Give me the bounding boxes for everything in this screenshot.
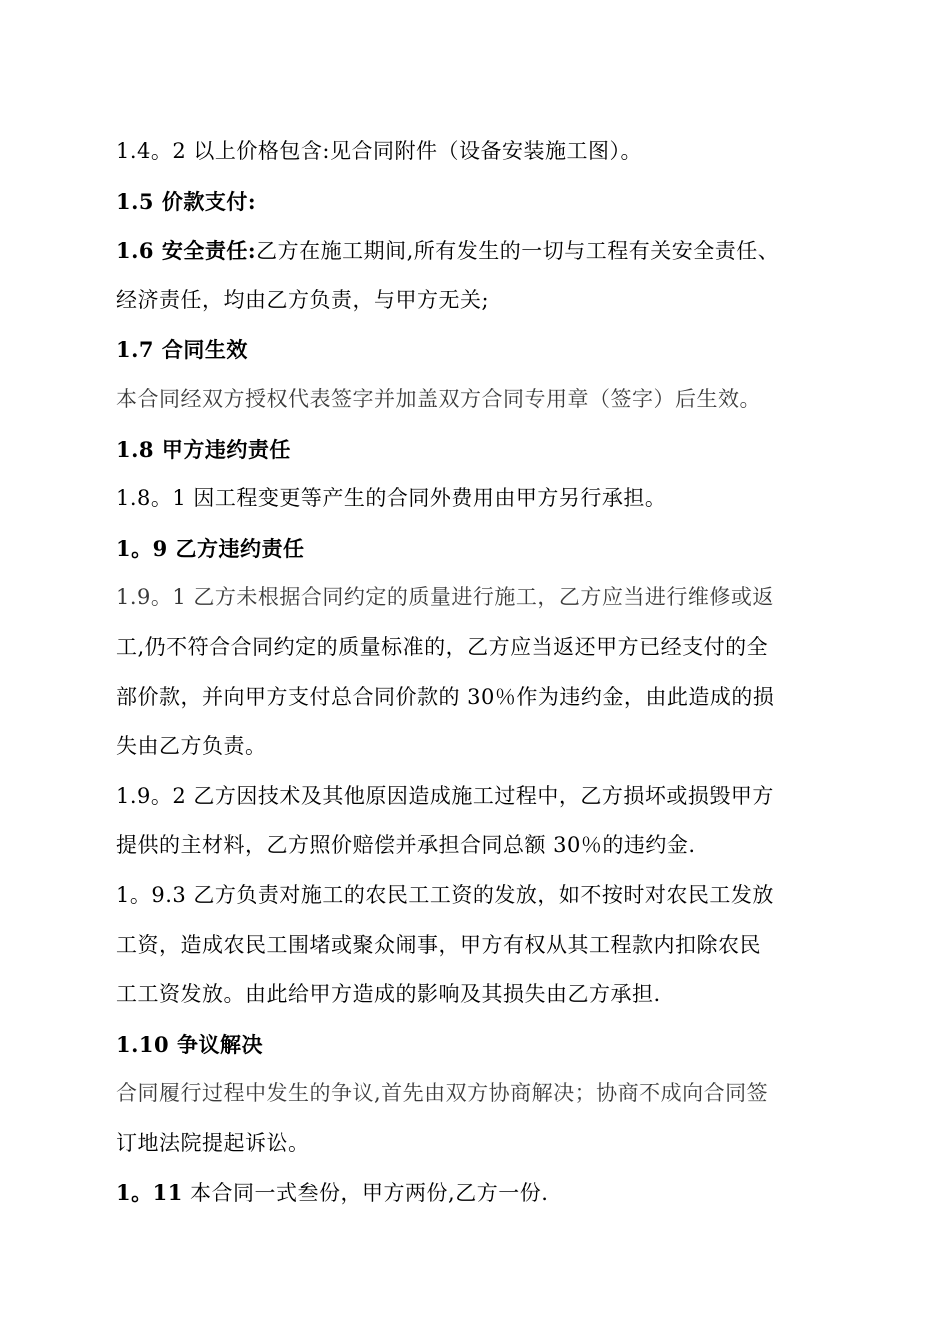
clause-1-9-3-line-1: 1。9.3 乙方负责对施工的农民工工资的发放，如不按时对农民工发放	[116, 882, 774, 907]
clause-1-5-heading: 1.5 价款支付:	[116, 188, 257, 214]
clause-1-9-3-line-3: 工工资发放。由此给甲方造成的影响及其损失由乙方承担.	[116, 982, 661, 1007]
clause-1-9-1-line-2: 工,仍不符合合同约定的质量标准的，乙方应当返还甲方已经支付的全	[116, 634, 769, 659]
clause-1-6	[116, 226, 856, 276]
clause-1-4-2: 1.4。2 以上价格包含:见合同附件（设备安装施工图）。	[116, 139, 643, 163]
clause-1-8-1: 1.8。1 因工程变更等产生的合同外费用由甲方另行承担。	[116, 486, 667, 511]
clause-1-6-continued: 经济责任，均由乙方负责，与甲方无关;	[116, 287, 490, 312]
clause-1-7-heading: 1.7 合同生效	[116, 337, 248, 363]
clause-1-6-heading: 1.6 安全责任:	[116, 238, 257, 264]
clause-1-10-line-2: 订地法院提起诉讼。	[116, 1130, 310, 1155]
clause-1-11	[116, 1168, 856, 1218]
clause-1-9-3-line-2: 工资，造成农民工围堵或聚众闹事，甲方有权从其工程款内扣除农民	[116, 932, 761, 957]
clause-1-9-1-line-1: 1.9。1 乙方未根据合同约定的质量进行施工，乙方应当进行维修或返	[116, 585, 774, 610]
document-body	[116, 127, 856, 1218]
clause-1-9-1-line-4: 失由乙方负责。	[116, 734, 267, 759]
clause-1-8-heading: 1.8 甲方违约责任	[116, 436, 291, 462]
clause-1-9-heading: 1。9 乙方违约责任	[116, 535, 305, 561]
clause-1-6-text: 乙方在施工期间,所有发生的一切与工程有关安全责任、	[256, 239, 780, 264]
clause-1-7-text: 本合同经双方授权代表签字并加盖双方合同专用章（签字）后生效。	[116, 386, 761, 411]
clause-1-11-text: 本合同一式叁份，甲方两份,乙方一份.	[190, 1181, 549, 1206]
clause-1-11-number: 1。11	[116, 1180, 183, 1206]
clause-1-9-1-line-3: 部价款，并向甲方支付总合同价款的 30％作为违约金，由此造成的损	[116, 684, 775, 709]
clause-1-10-heading: 1.10 争议解决	[116, 1031, 263, 1057]
clause-1-10-line-1: 合同履行过程中发生的争议,首先由双方协商解决；协商不成向合同签	[116, 1081, 769, 1106]
clause-1-9-2-line-2: 提供的主材料，乙方照价赔偿并承担合同总额 30％的违约金.	[116, 833, 696, 858]
clause-1-9-2-line-1: 1.9。2 乙方因技术及其他原因造成施工过程中，乙方损坏或损毁甲方	[116, 783, 774, 808]
